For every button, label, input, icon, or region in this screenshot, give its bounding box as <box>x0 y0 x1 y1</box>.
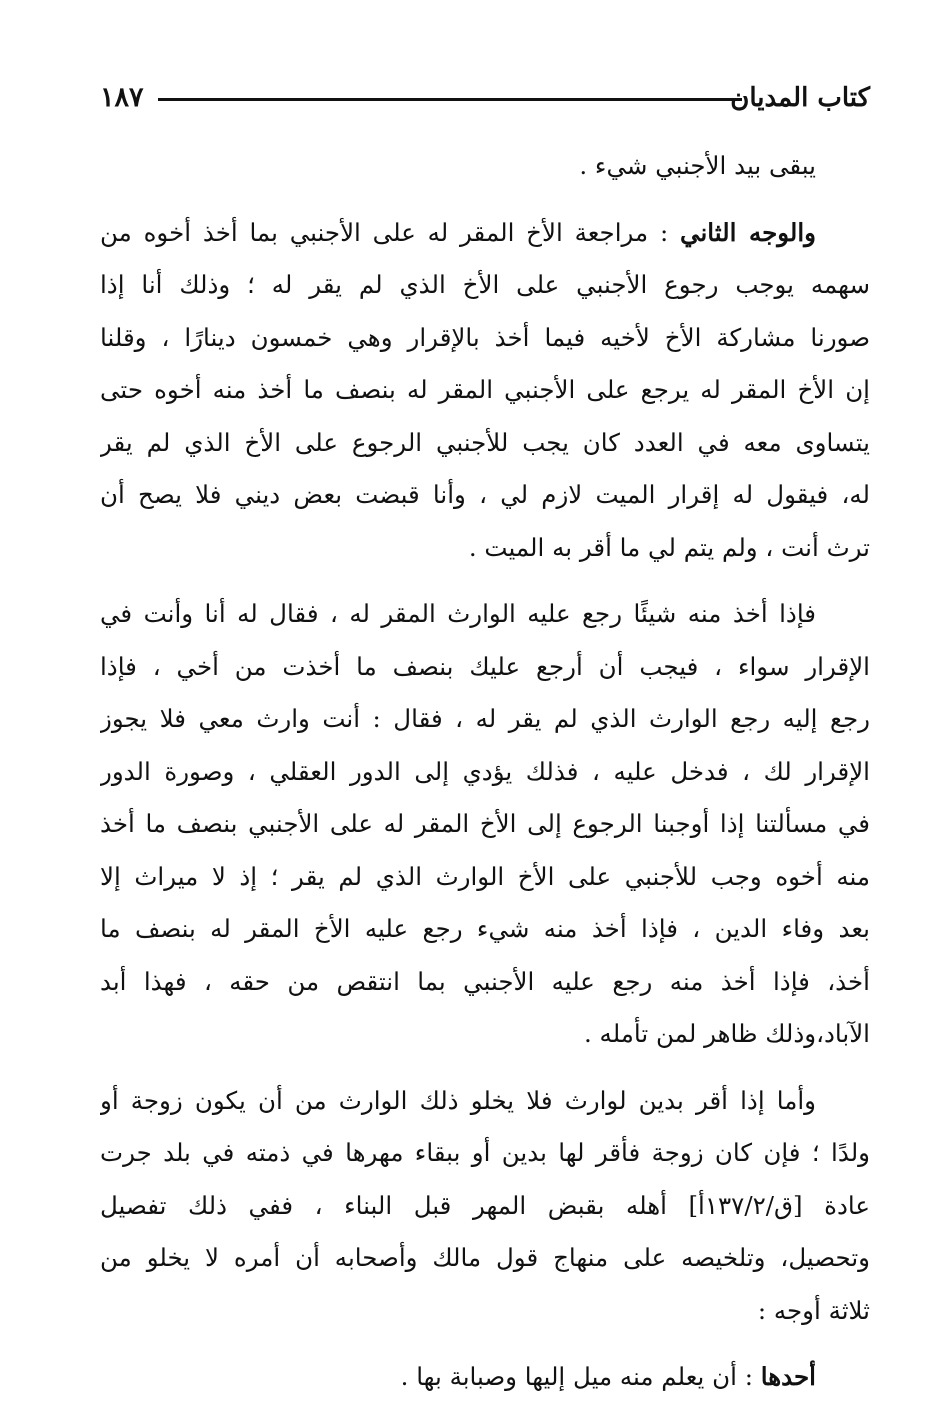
text-line: له، فيقول له إقرار الميت لازم لي ، وأنا قبضت بعض ديني فلا يصح أن <box>100 480 870 509</box>
text-line: أخذ، فإذا أخذ منه رجع عليه الأجنبي بما انتقص من حقه ، فهذا أبد <box>100 966 870 996</box>
text-line: عادة [ق/١٣٧/٢أ] أهله بقبض المهر قبل البناء ، ففي ذلك تفصيل <box>100 1190 870 1220</box>
section-heading: أحدها <box>760 1362 816 1391</box>
text-line: سهمه يوجب رجوع الأجنبي على الأخ الذي لم يقر له ؛ وذلك أنا إذا <box>100 270 870 299</box>
paragraph-1 <box>100 140 870 193</box>
section-heading: والوجه الثاني <box>680 217 816 247</box>
text-fragment: : أن يعلم منه ميل إليها وصبابة بها . <box>400 1362 753 1391</box>
text-line: ترث أنت ، ولم يتم لي ما أقر به الميت . <box>468 532 870 562</box>
text-line: يتساوى معه في العدد كان يجب للأجنبي الرجوع على الأخ الذي لم يقر <box>100 427 870 457</box>
paragraph-5 <box>100 1351 870 1404</box>
text-line: إن الأخ المقر له يرجع على الأجنبي المقر له بنصف ما أخذ منه أخوه حتى <box>100 375 870 404</box>
paragraph-4 <box>100 1075 870 1338</box>
text-line: في مسألتنا إذا أوجبنا الرجوع إلى الأخ المقر له على الأجنبي بنصف ما أخذ <box>100 809 870 838</box>
text-line: وتحصيل، وتلخيصه على منهاج قول مالك وأصحابه أن أمره لا يخلو من <box>100 1243 870 1272</box>
text-line: بعد وفاء الدين ، فإذا أخذ منه شيء رجع عليه الأخ المقر له بنصف ما <box>100 914 870 943</box>
text-line: ثلاثة أوجه : <box>757 1295 870 1325</box>
text-line: فإذا أخذ منه شيئًا رجع عليه الوارث المقر له ، فقال له أنا وأنت في <box>100 599 816 628</box>
text-line: الإقرار سواء ، فيجب أن أرجع عليك بنصف ما أخذت من أخي ، فإذا <box>100 651 870 681</box>
text-line: الآباد،وذلك ظاهر لمن تأمله . <box>583 1019 870 1048</box>
page-number: ١٨٧ <box>100 82 144 113</box>
text-line: رجع إليه رجع الوارث الذي لم يقر له ، فقال : أنت وارث معي فلا يجوز <box>100 704 870 733</box>
book-title: كتاب المديان <box>730 83 870 113</box>
text-line <box>100 207 870 260</box>
text-line <box>100 1351 870 1404</box>
text-line: وأما إذا أقر بدين لوارث فلا يخلو ذلك الوارث من أن يكون زوجة أو <box>100 1085 816 1115</box>
body-text <box>100 140 870 1404</box>
paragraph-2 <box>100 207 870 575</box>
text-fragment: : مراجعة الأخ المقر له على الأجنبي بما أخذ أخوه من <box>100 217 669 247</box>
page-header <box>100 78 870 118</box>
text-line: صورنا مشاركة الأخ لأخيه فيما أخذ بالإقرار وهي خمسون دينارًا ، وقلنا <box>100 322 870 352</box>
header-rule <box>158 98 742 101</box>
text-line: منه أخوه وجب للأجنبي على الأخ الوارث الذي لم يقر ؛ إذ لا ميراث إلا <box>100 861 870 891</box>
paragraph-3 <box>100 588 870 1061</box>
text-line: الإقرار لك ، فدخل عليه ، فذلك يؤدي إلى الدور العقلي ، وصورة الدور <box>100 756 870 786</box>
text-line: ولدًا ؛ فإن كان زوجة فأقر لها بدين أو ببقاء مهرها في ذمته في بلد جرت <box>100 1138 870 1167</box>
text-line: يبقى بيد الأجنبي شيء . <box>579 151 816 180</box>
